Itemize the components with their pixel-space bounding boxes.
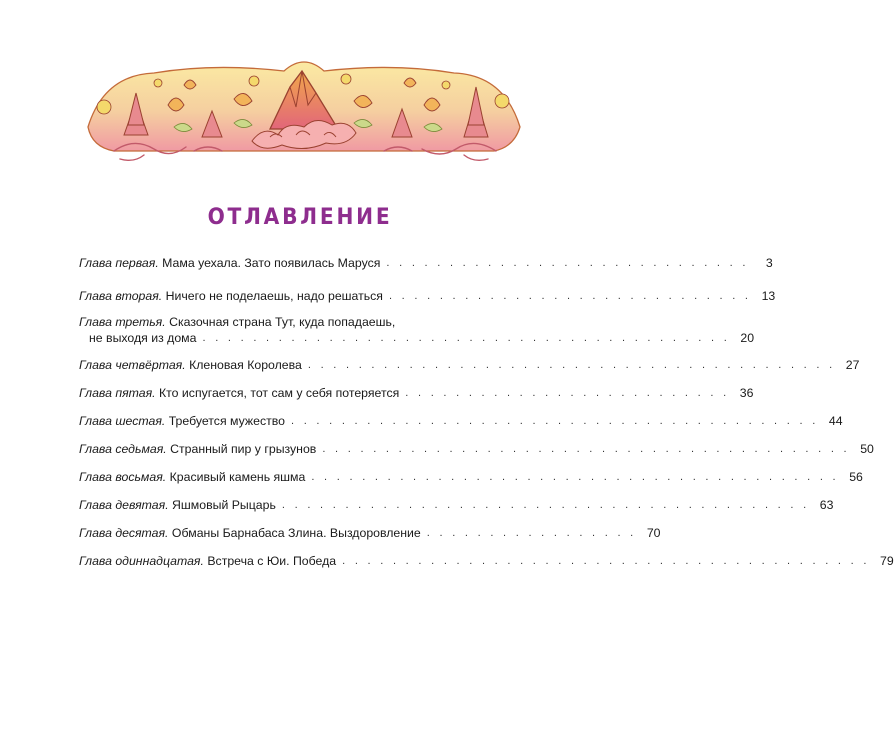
toc-entry-7[interactable] <box>79 441 874 457</box>
toc-chapter-label: Глава вторая. <box>79 289 163 303</box>
toc-entry-4[interactable] <box>79 357 860 373</box>
toc-page-number: 79 <box>880 554 894 568</box>
toc-chapter-label: Глава десятая. <box>79 526 169 540</box>
toc-chapter-label: Глава одиннадцатая. <box>79 554 204 568</box>
leader-dots: . . . . . . . . . . . . . . . . . <box>426 527 637 539</box>
toc-entry-9[interactable] <box>79 497 834 513</box>
toc-entry-title: Обманы Барнабаса Злина. Выздоровление <box>171 526 421 540</box>
leader-dots: . . . . . . . . . . . . . . . . . . . . . . . . . . . . . <box>386 257 749 269</box>
toc-entry-2[interactable] <box>79 288 776 304</box>
toc-entry-title: Мама уехала. Зато появилась Маруся <box>162 256 381 270</box>
leader-dots: . . . . . . . . . . . . . . . . . . . . . . . . . . . . . . . . . . . . . . . . . . <box>311 471 839 483</box>
toc-page-number: 50 <box>860 442 874 456</box>
toc-page-number: 56 <box>849 470 863 484</box>
leader-dots: . . . . . . . . . . . . . . . . . . . . . . . . . . . . . . . . . . . . . . . . . . <box>307 359 836 371</box>
decorative-header-ornament <box>84 55 524 165</box>
toc-chapter-label: Глава шестая. <box>79 414 166 428</box>
leader-dots: . . . . . . . . . . . . . . . . . . . . . . . . . . <box>405 387 730 399</box>
toc-chapter-label: Глава пятая. <box>79 386 156 400</box>
toc-entry-3[interactable] <box>79 314 755 346</box>
toc-page-number: 20 <box>740 331 755 345</box>
toc-page-number: 36 <box>739 386 754 400</box>
toc-page-number: 44 <box>828 414 843 428</box>
toc-entry-8[interactable] <box>79 469 863 485</box>
toc-entry-title: Встреча с Юи. Победа <box>207 554 337 568</box>
toc-page-number: 3 <box>765 256 773 270</box>
toc-entry-title: Странный пир у грызунов <box>170 442 317 456</box>
toc-entry-title: Ничего не поделаешь, надо решаться <box>165 289 383 303</box>
leader-dots: . . . . . . . . . . . . . . . . . . . . . . . . . . . . . . . . . . . . . . . . . . <box>322 443 850 455</box>
toc-entry-5[interactable] <box>79 385 754 401</box>
leader-dots: . . . . . . . . . . . . . . . . . . . . . . . . . . . . . . . . . . . . . . . . . . <box>290 415 819 427</box>
toc-entry-title-continued: не выходя из дома <box>89 331 197 345</box>
toc-page-number: 70 <box>646 526 661 540</box>
toc-entry-title: Кто испугается, тот сам у себя потеряется <box>159 386 400 400</box>
toc-chapter-label: Глава девятая. <box>79 498 169 512</box>
toc-chapter-label: Глава третья. <box>79 315 166 329</box>
toc-entry-1[interactable] <box>79 255 773 271</box>
leader-dots: . . . . . . . . . . . . . . . . . . . . . . . . . . . . . . . . . . . . . . . . . . <box>342 555 870 567</box>
toc-entry-title: Требуется мужество <box>168 414 285 428</box>
toc-entry-title: Кленовая Королева <box>189 358 302 372</box>
toc-page-number: 27 <box>845 358 860 372</box>
toc-chapter-label: Глава первая. <box>79 256 159 270</box>
toc-chapter-label: Глава седьмая. <box>79 442 167 456</box>
toc-entry-6[interactable] <box>79 413 843 429</box>
leader-dots: . . . . . . . . . . . . . . . . . . . . . . . . . . . . . . . . . . . . . . . . . . <box>281 499 810 511</box>
toc-entry-title: Яшмовый Рыцарь <box>172 498 276 512</box>
toc-entry-11[interactable] <box>79 553 894 569</box>
toc-page-number: 63 <box>819 498 834 512</box>
leader-dots: . . . . . . . . . . . . . . . . . . . . . . . . . . . . . . . . . . . . . . . . . . <box>202 332 731 344</box>
toc-entry-10[interactable] <box>79 525 661 541</box>
toc-page-number: 13 <box>761 289 776 303</box>
leader-dots: . . . . . . . . . . . . . . . . . . . . . . . . . . . . . <box>388 290 752 302</box>
toc-chapter-label: Глава четвёртая. <box>79 358 186 372</box>
table-of-contents-title: ОТЛАВЛЕНИЕ <box>207 205 393 230</box>
toc-entry-title: Сказочная страна Тут, куда попадаешь, <box>169 315 396 329</box>
toc-entry-title: Красивый камень яшма <box>169 470 306 484</box>
toc-chapter-label: Глава восьмая. <box>79 470 167 484</box>
